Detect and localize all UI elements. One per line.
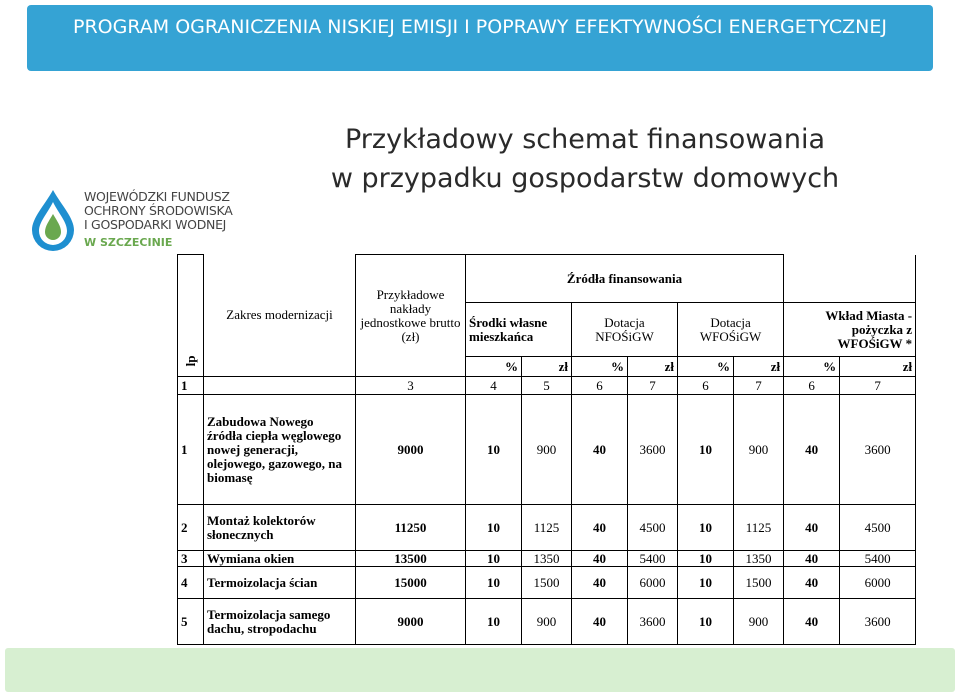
row-value: 900 [734, 599, 784, 645]
table-row [178, 599, 916, 645]
row-value: 3600 [840, 599, 916, 645]
row-zakres: Zabudowa Nowego źródła ciepła węglowego nowej generacji, olejowego, gazowego, na biomasę [204, 395, 356, 505]
colnum-cell [204, 377, 356, 395]
colnum-cell: 6 [678, 377, 734, 395]
row-value: 10 [466, 395, 522, 505]
footer-bar [5, 648, 955, 692]
row-value: 40 [784, 599, 840, 645]
row-value: 4500 [628, 505, 678, 551]
unit-cell: % [678, 357, 734, 377]
row-value: 3600 [628, 395, 678, 505]
row-value: 4500 [840, 505, 916, 551]
zrodla-header: Źródła finansowania [466, 255, 784, 303]
row-value: 10 [678, 599, 734, 645]
row-value: 3600 [628, 599, 678, 645]
colnum-cell: 6 [784, 377, 840, 395]
slide-title-line1: Przykładowy schemat finansowania [344, 124, 825, 155]
unit-cell: zł [628, 357, 678, 377]
row-value: 6000 [628, 567, 678, 599]
row-value: 40 [572, 551, 628, 567]
row-zakres: Wymiana okien [204, 551, 356, 567]
srodki-header: Środki własne mieszkańca [466, 303, 572, 357]
row-naklady: 9000 [356, 599, 466, 645]
colnum-cell: 7 [628, 377, 678, 395]
logo-line-1: WOJEWÓDZKI FUNDUSZ [84, 189, 230, 204]
unit-cell: zł [522, 357, 572, 377]
row-value: 5400 [628, 551, 678, 567]
row-value: 40 [784, 551, 840, 567]
row-value: 900 [522, 395, 572, 505]
row-naklady: 13500 [356, 551, 466, 567]
row-value: 40 [572, 395, 628, 505]
row-value: 40 [572, 599, 628, 645]
slide-title [260, 120, 910, 198]
row-value: 40 [784, 505, 840, 551]
row-lp: 5 [178, 599, 204, 645]
unit-cell: % [466, 357, 522, 377]
logo-line-2: OCHRONY ŚRODOWISKA [84, 203, 233, 218]
unit-cell: zł [840, 357, 916, 377]
row-value: 10 [466, 551, 522, 567]
row-value: 10 [466, 505, 522, 551]
table-row [178, 395, 916, 505]
colnum-cell: 3 [356, 377, 466, 395]
row-value: 1350 [734, 551, 784, 567]
row-value: 40 [784, 395, 840, 505]
colnum-cell: 7 [840, 377, 916, 395]
table-row [178, 505, 916, 551]
colnum-cell: 7 [734, 377, 784, 395]
slide-title-line2: w przypadku gospodarstw domowych [330, 163, 840, 194]
dotacja-wfosigw-header: Dotacja WFOŚiGW [678, 303, 784, 357]
unit-cell: zł [734, 357, 784, 377]
row-value: 3600 [840, 395, 916, 505]
row-zakres: Termoizolacja samego dachu, stropodachu [204, 599, 356, 645]
colnum-cell: 1 [178, 377, 204, 395]
row-naklady: 9000 [356, 395, 466, 505]
colnum-cell: 4 [466, 377, 522, 395]
row-value: 1350 [522, 551, 572, 567]
colnum-cell: 6 [572, 377, 628, 395]
row-value: 10 [466, 567, 522, 599]
unit-cell: % [784, 357, 840, 377]
row-value: 5400 [840, 551, 916, 567]
row-value: 10 [678, 505, 734, 551]
lp-header: lp [178, 255, 204, 377]
row-value: 6000 [840, 567, 916, 599]
zakres-header: Zakres modernizacji [204, 255, 356, 377]
wklad-header-top [784, 255, 916, 303]
water-drop-icon [26, 188, 80, 252]
row-value: 10 [678, 551, 734, 567]
naklady-header: Przykładowe nakłady jednostkowe brutto (zł) [356, 255, 466, 377]
table-row [178, 567, 916, 599]
colnum-cell: 5 [522, 377, 572, 395]
row-value: 900 [734, 395, 784, 505]
row-lp: 4 [178, 567, 204, 599]
logo-subtitle: W SZCZECINIE [84, 236, 173, 249]
row-naklady: 11250 [356, 505, 466, 551]
row-value: 10 [678, 395, 734, 505]
row-lp: 2 [178, 505, 204, 551]
row-zakres: Montaż kolektorów słonecznych [204, 505, 356, 551]
unit-cell: % [572, 357, 628, 377]
row-value: 40 [784, 567, 840, 599]
logo-line-3: I GOSPODARKI WODNEJ [84, 217, 227, 232]
wklad-header: Wkład Miasta - pożyczka z WFOŚiGW * [784, 303, 916, 357]
row-value: 10 [678, 567, 734, 599]
row-value: 900 [522, 599, 572, 645]
financing-table [177, 254, 916, 645]
row-value: 1125 [522, 505, 572, 551]
row-naklady: 15000 [356, 567, 466, 599]
row-value: 40 [572, 505, 628, 551]
row-lp: 3 [178, 551, 204, 567]
row-lp: 1 [178, 395, 204, 505]
program-title: PROGRAM OGRANICZENIA NISKIEJ EMISJI I POPRAWY EFEKTYWNOŚCI ENERGETYCZNEJ [73, 16, 887, 38]
row-value: 1500 [734, 567, 784, 599]
wfosigw-logo [22, 180, 252, 260]
row-value: 40 [572, 567, 628, 599]
row-value: 1125 [734, 505, 784, 551]
row-value: 1500 [522, 567, 572, 599]
dotacja-nfosigw-header: Dotacja NFOŚiGW [572, 303, 678, 357]
row-value: 10 [466, 599, 522, 645]
table-row [178, 551, 916, 567]
row-zakres: Termoizolacja ścian [204, 567, 356, 599]
